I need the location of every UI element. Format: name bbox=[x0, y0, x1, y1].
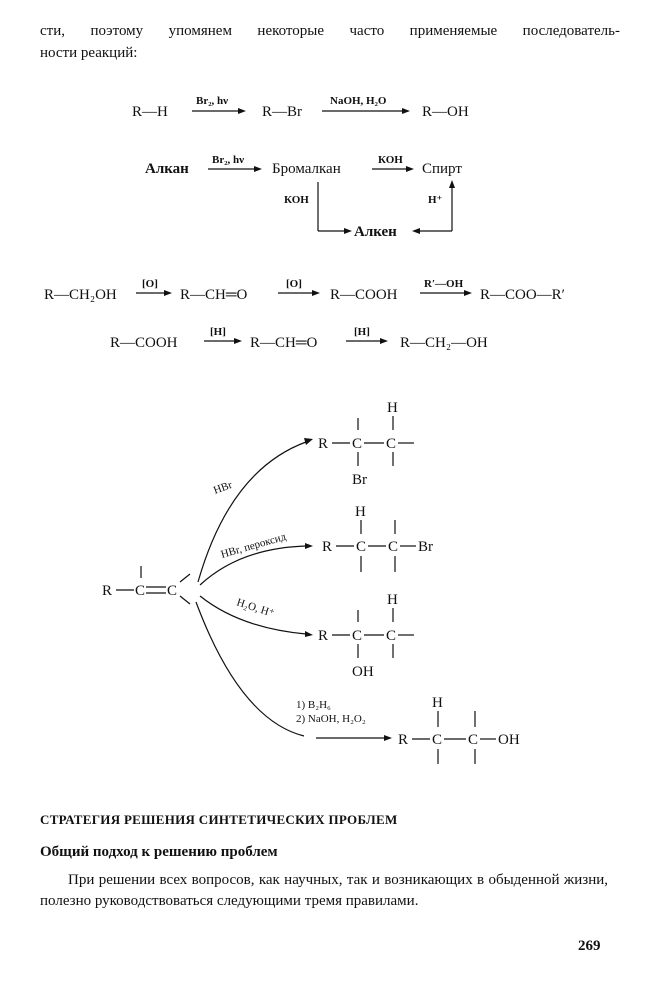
svg-text:R: R bbox=[398, 732, 409, 748]
s4-cond-2: [H] bbox=[354, 326, 370, 338]
s3-cond-2: [O] bbox=[286, 278, 302, 290]
alkene-c1: C bbox=[135, 583, 146, 599]
reagent-hbr: HBr bbox=[211, 479, 234, 497]
arrow-hbr bbox=[198, 442, 306, 582]
intro-line-1: сти, поэтому упомянем некоторые часто применяемые последователь- bbox=[40, 23, 620, 39]
reagent-hbr-peroxide: HBr, пероксид bbox=[219, 530, 288, 561]
s2-cond-1: Br₂, hν bbox=[212, 154, 245, 166]
scheme-3 bbox=[44, 278, 565, 303]
section-heading: СТРАТЕГИЯ РЕШЕНИЯ СИНТЕТИЧЕСКИХ ПРОБЛЕМ bbox=[40, 812, 398, 827]
s2-cond-down: КОН bbox=[284, 194, 309, 206]
intro-line-2: ности реакций: bbox=[40, 45, 138, 61]
product-water bbox=[318, 592, 414, 680]
svg-text:C: C bbox=[388, 539, 399, 555]
s4-aldehyde: R—CH═O bbox=[250, 335, 318, 351]
svg-text:OH: OH bbox=[352, 664, 374, 680]
svg-text:C: C bbox=[386, 436, 397, 452]
product-hbr-peroxide bbox=[322, 504, 433, 572]
svg-text:R: R bbox=[322, 539, 333, 555]
s4-cond-1: [H] bbox=[210, 326, 226, 338]
svg-text:Br: Br bbox=[418, 539, 433, 555]
scheme-4 bbox=[110, 326, 488, 351]
s2-bromoalkane: Бромалкан bbox=[272, 161, 341, 177]
svg-text:C: C bbox=[356, 539, 367, 555]
svg-text:Br: Br bbox=[352, 472, 367, 488]
s2-alkene: Алкен bbox=[354, 224, 397, 240]
svg-text:C: C bbox=[352, 436, 363, 452]
svg-text:C: C bbox=[468, 732, 479, 748]
s4-alcohol: R—CH₂—OH bbox=[400, 335, 488, 351]
s1-r-br: R—Br bbox=[262, 104, 303, 120]
s1-cond-1: Br₂, hν bbox=[196, 95, 229, 107]
svg-text:OH: OH bbox=[498, 732, 520, 748]
svg-text:R: R bbox=[318, 628, 329, 644]
svg-text:C: C bbox=[352, 628, 363, 644]
scheme-5 bbox=[102, 400, 520, 764]
s3-cond-1: [O] bbox=[142, 278, 158, 290]
svg-text:H: H bbox=[432, 695, 443, 711]
svg-text:H: H bbox=[387, 592, 398, 608]
s2-cond-2: КОН bbox=[378, 154, 403, 166]
s3-aldehyde: R—CH═O bbox=[180, 287, 248, 303]
s2-cond-up: H⁺ bbox=[428, 194, 443, 206]
alkene-r: R bbox=[102, 583, 113, 599]
reagent-water: H₂O, H⁺ bbox=[235, 596, 276, 620]
product-hbr bbox=[318, 400, 414, 488]
svg-text:H: H bbox=[387, 400, 398, 416]
s3-acid: R—COOH bbox=[330, 287, 398, 303]
reagent-borane-1: 1) B₂H₆ bbox=[296, 699, 331, 711]
s1-r-oh: R—OH bbox=[422, 104, 469, 120]
svg-text:C: C bbox=[386, 628, 397, 644]
s1-cond-2: NaOH, H₂O bbox=[330, 95, 387, 107]
svg-text:R: R bbox=[318, 436, 329, 452]
body-paragraph: При решении всех вопросов, как научных, так и возникающих в обыденной жизни, полезно руководствоваться следующими тремя правилами. bbox=[40, 872, 608, 909]
svg-text:C: C bbox=[432, 732, 443, 748]
s1-r-h: R—H bbox=[132, 104, 168, 120]
scheme-1 bbox=[132, 95, 469, 120]
s2-alkane: Алкан bbox=[145, 161, 189, 177]
s2-alcohol: Спирт bbox=[422, 161, 462, 177]
scheme-2 bbox=[145, 154, 462, 240]
s3-cond-3: R′—OH bbox=[424, 278, 464, 290]
subsection-heading: Общий подход к решению проблем bbox=[40, 844, 278, 860]
alkene-c2: C bbox=[167, 583, 178, 599]
s4-acid: R—COOH bbox=[110, 335, 178, 351]
svg-text:H: H bbox=[355, 504, 366, 520]
s3-start: R—CH₂OH bbox=[44, 287, 117, 303]
page-number: 269 bbox=[578, 938, 601, 954]
reagent-borane-2: 2) NaOH, H₂O₂ bbox=[296, 713, 366, 725]
s3-ester: R—COO—R′ bbox=[480, 287, 565, 303]
product-borane bbox=[398, 695, 520, 764]
